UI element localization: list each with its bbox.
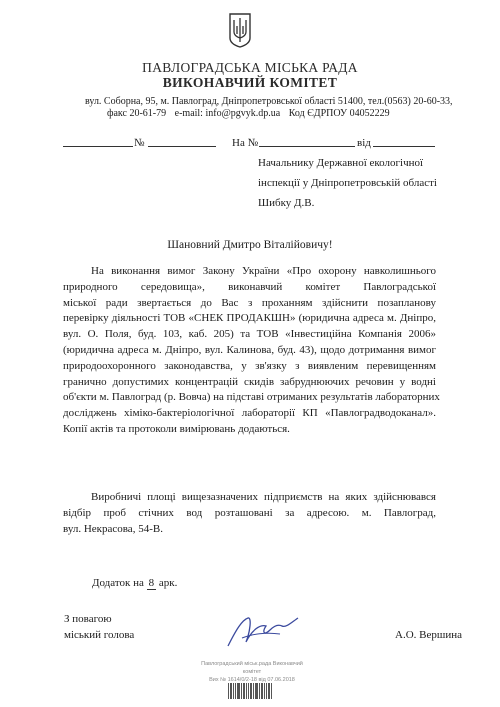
enclosure-label: Додаток на [92, 577, 144, 589]
body-line: Виробничі площі вищезазначених підприємств на яких здійснювався [91, 491, 436, 503]
body-paragraph-2 [63, 490, 436, 537]
body-line: Копії актів та протоколи вимірювань додаються. [63, 422, 290, 435]
incoming-number-line [259, 146, 355, 147]
number-label: № [134, 137, 145, 149]
body-line: перевірку діяльності ТОВ «СНЕК ПРОДАКШН» (юридична адреса м. Дніпро, [63, 312, 436, 325]
address-line: вул. Соборна, 95, м. Павлоград, Дніпропетровської області 51400, тел.(0563) 20-60-33, [85, 96, 453, 107]
registration-stamp [197, 660, 307, 684]
body-line: міської ради звертається до Вас з проханням здійснити позапланову [63, 296, 436, 309]
email-text: e-mail: info@pgvyk.dp.ua [174, 108, 281, 119]
signer-position: міський голова [64, 629, 135, 641]
outgoing-date-line [148, 146, 216, 147]
code-text: Код ЄДРПОУ 04052229 [288, 108, 390, 119]
body-paragraph-1 [63, 264, 440, 438]
closing-regards: З повагою [64, 613, 112, 625]
enclosure-count: 8 [148, 577, 155, 589]
handwritten-signature [222, 612, 302, 652]
recipient-line-3: Шибку Д.В. [258, 197, 315, 209]
committee-name: ВИКОНАВЧИЙ КОМІТЕТ [162, 75, 338, 90]
outgoing-number-line [63, 146, 133, 147]
incoming-date-line [373, 146, 435, 147]
from-label: від [357, 137, 371, 149]
salutation: Шановний Дмитро Віталійовичу! [167, 239, 333, 251]
coat-of-arms-icon [228, 12, 252, 48]
to-number-label: На № [232, 137, 259, 149]
body-line: вул. О. Поля, буд. 103, каб. 205) та ТОВ «Інвестиційна Компанія 2006» [63, 328, 436, 341]
recipient-line-1: Начальнику Державної екологічної [258, 157, 424, 169]
enclosure-note [92, 577, 177, 589]
enclosure-unit: арк. [158, 577, 178, 589]
body-line: На виконання вимог Закону України «Про охорону навколишнього [91, 265, 436, 277]
stamp-org: Павлоградський міськ.рада Виконавчий комітет [201, 661, 303, 675]
contact-line [107, 108, 396, 119]
body-line: об'єкти м. Павлоград (р. Вовча) на підставі отриманих результатів лабораторних [63, 391, 440, 404]
barcode-icon [228, 683, 272, 699]
signer-name: А.О. Вершина [395, 629, 462, 641]
stamp-reg-number: Вих № 1614/0/2-18 від 07.06.2018 [209, 677, 295, 683]
body-line: досліджень хіміко-бактеріологічної лабораторії КП «Павлоградводоканал». [63, 407, 436, 420]
org-name: ПАВЛОГРАДСЬКА МІСЬКА РАДА [142, 60, 358, 75]
body-line: гранично допустимих концентрацій скидів забруднюючих речовин у водні [63, 375, 436, 388]
body-line: (юридична адреса м. Дніпро, вул. Калинова, буд. 43), щодо дотримання вимог [63, 343, 436, 356]
recipient-line-2: інспекції у Дніпропетровській області [258, 177, 437, 189]
body-line: природного середовища», виконавчий комітет Павлоградської [63, 280, 436, 293]
body-line: природоохоронного законодавства, у зв'язку з виявленим перевищенням [63, 359, 436, 372]
body-line: вул. Некрасова, 54-В. [63, 522, 163, 535]
fax-text: факс 20-61-79 [107, 108, 167, 119]
body-line: відбір проб стічних вод розташовані за адресою. м. Павлоград, [63, 506, 436, 519]
